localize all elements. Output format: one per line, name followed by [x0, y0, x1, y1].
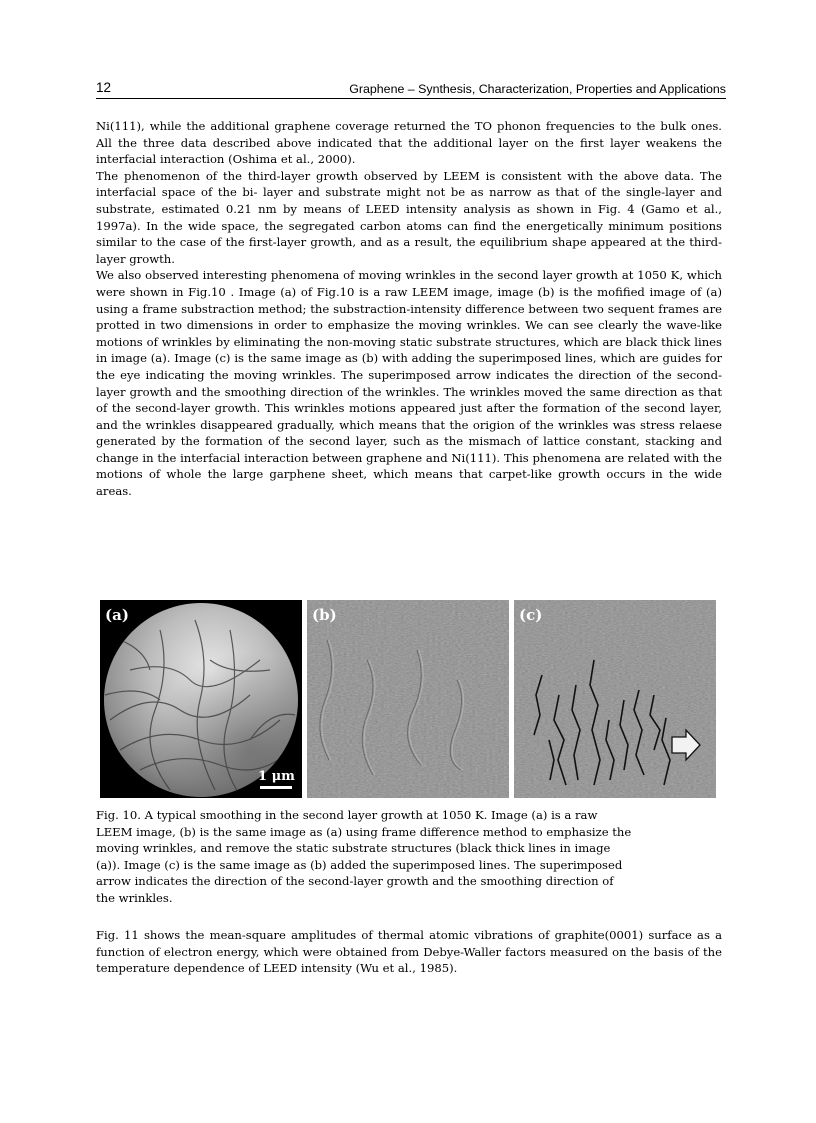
panel-label-a: (a) — [105, 606, 129, 624]
figure-panel-c — [514, 600, 716, 798]
annotated-difference-image — [514, 600, 716, 798]
book-title: Graphene – Synthesis, Characterization, Properties and Applications — [349, 82, 726, 96]
caption-line: (a)). Image (c) is the same image as (b) added the superimposed lines. The superimposed — [96, 857, 623, 872]
paragraph: Ni(111), while the additional graphene coverage returned the TO phonon frequencies to the bulk ones. All the three data described above indicated that the additional layer on the first layer weakens the interfacial interaction (Oshima et al., 2000). — [96, 119, 722, 167]
paragraph: We also observed interesting phenomena of moving wrinkles in the second layer growth at 1050 K, which were shown in Fig.10 . Image (a) of Fig.10 is a raw LEEM image, image (b) is the mofified image of (a) using a frame substraction method; the substraction-intensity difference between two sequent frames are protted in two dimensions in order to emphasize the moving wrinkles. We can see clearly the wave-like motions of wrinkles by eliminating the non-moving static substrate structures, which are black thick lines in image (a). Image (c) is the same image as (b) with adding the superimposed lines, which are guides for the eye indicating the moving wrinkles. The superimposed arrow indicates the direction of the second-layer growth and the smoothing direction of the wrinkles. The wrinkles moved the same direction as that of the second-layer growth. This wrinkles motions appeared just after the formation of the second layer, and the wrinkles disappeared gradually, which means that the origion of the wrinkles was stress relaese generated by the formation of the second layer, such as the mismach of lattice constant, stacking and change in the interfacial interaction between graphene and Ni(111). This phenomena are related with the motions of whole the large garphene sheet, which means that carpet-like growth occurs in the wide areas. — [96, 268, 722, 499]
figure-10 — [100, 600, 718, 798]
scale-bar — [260, 786, 292, 789]
paragraph: The phenomenon of the third-layer growth observed by LEEM is consistent with the above data. The interfacial space of the bi- layer and substrate might not be as narrow as that of the single-layer and substrate, estimated 0.21 nm by means of LEED intensity analysis as shown in Fig. 4 (Gamo et al., 1997a). In the wide space, the segregated carbon atoms can find the energetically minimum positions similar to the case of the first-layer growth, and as a result, the equilibrium shape appeared at the third-layer growth. — [96, 168, 722, 266]
caption-line: Fig. 10. A typical smoothing in the second layer growth at 1050 K. Image (a) is a raw — [96, 808, 598, 822]
caption-line: arrow indicates the direction of the second-layer growth and the smoothing direction of — [96, 874, 614, 889]
leem-raw-image — [100, 600, 302, 798]
figure-panel-a — [100, 600, 302, 798]
scale-bar-label: 1 μm — [258, 769, 295, 784]
panel-label-c: (c) — [519, 606, 543, 624]
running-head — [96, 78, 726, 99]
caption-line: moving wrinkles, and remove the static substrate structures (black thick lines in image — [96, 841, 611, 856]
panel-label-b: (b) — [312, 606, 337, 624]
caption-line: LEEM image, (b) is the same image as (a) using frame difference method to emphasize the — [96, 824, 632, 839]
frame-difference-image — [307, 600, 509, 798]
page-number: 12 — [96, 80, 112, 95]
figure-caption — [96, 807, 722, 907]
caption-line: the wrinkles. — [96, 890, 173, 905]
closing-paragraph — [96, 927, 722, 977]
paragraph: Fig. 11 shows the mean-square amplitudes of thermal atomic vibrations of graphite(0001) surface as a function of electron energy, which were obtained from Debye-Waller factors measured on the basis of the temperature dependence of LEED intensity (Wu et al., 1985). — [96, 928, 722, 976]
body-text — [96, 118, 722, 500]
figure-panel-b — [307, 600, 509, 798]
